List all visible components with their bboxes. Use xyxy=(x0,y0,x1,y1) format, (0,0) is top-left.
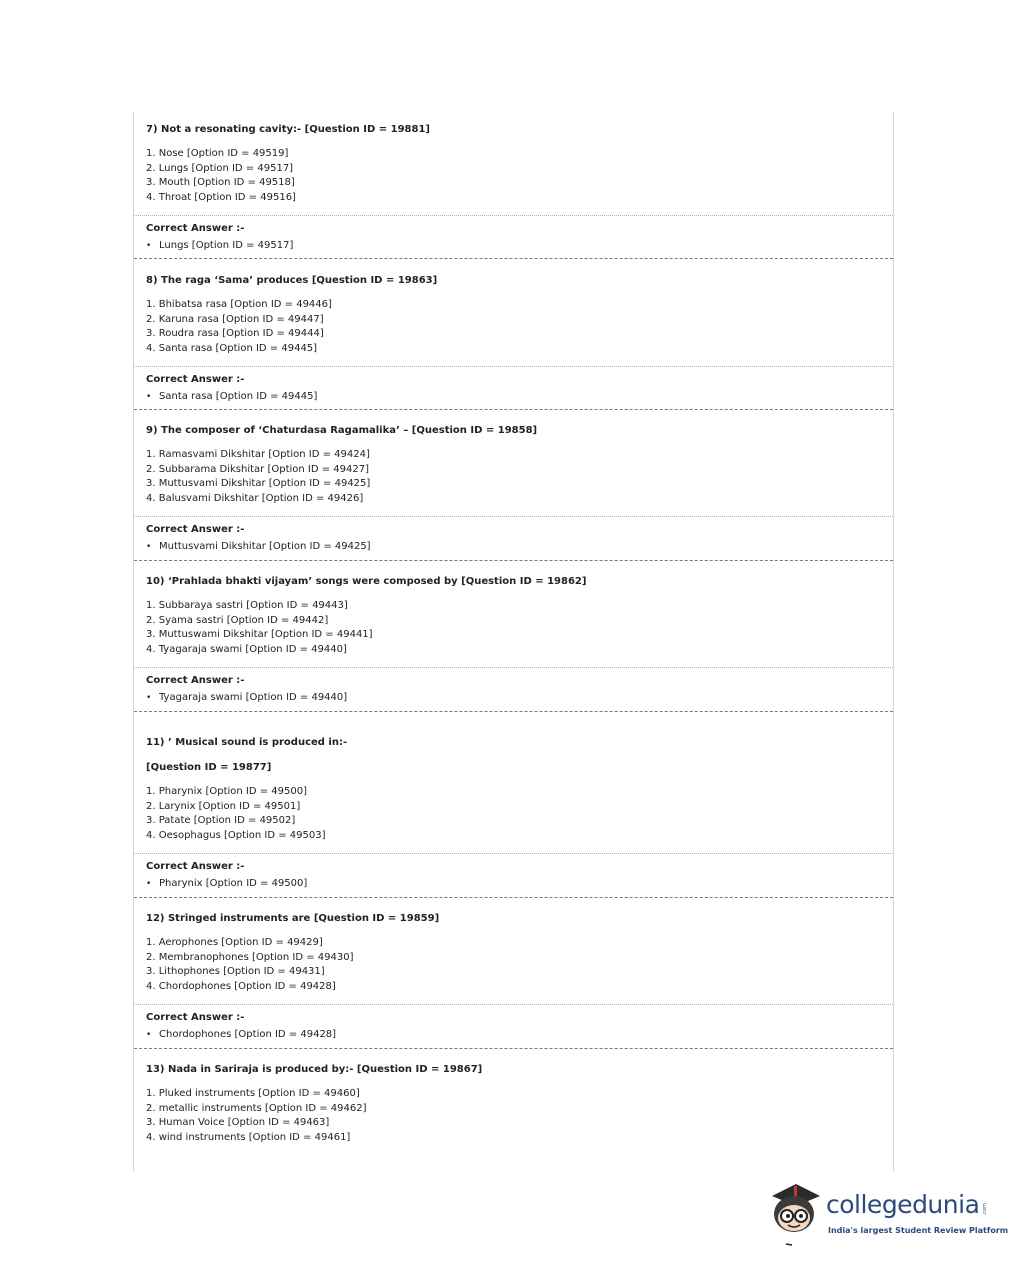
question-title: 13) Nada in Sariraja is produced by:- [Question ID = 19867] xyxy=(146,1064,483,1075)
option-item: 4. Chordophones [Option ID = 49428] xyxy=(146,980,336,992)
bullet-icon: • xyxy=(146,879,152,889)
option-item: 3. Muttuswami Dikshitar [Option ID = 49441] xyxy=(146,629,373,641)
option-item: 2. Lungs [Option ID = 49517] xyxy=(146,162,294,174)
option-item: 2. Karuna rasa [Option ID = 49447] xyxy=(146,313,324,325)
question-block xyxy=(134,274,893,356)
options-list xyxy=(134,147,893,205)
option-item: 4. Santa rasa [Option ID = 49445] xyxy=(146,342,318,354)
brand-name: collegedunia xyxy=(826,1190,980,1219)
brand-tagline: India's largest Student Review Platform xyxy=(828,1226,1009,1235)
question-title: 12) Stringed instruments are [Question ID = 19859] xyxy=(146,913,440,924)
option-item: 1. Pluked instruments [Option ID = 49460] xyxy=(146,1088,360,1099)
options-list xyxy=(134,1087,893,1145)
option-item: 2. Membranophones [Option ID = 49430] xyxy=(146,951,354,963)
question-id: [Question ID = 19877] xyxy=(146,762,272,773)
question-block xyxy=(134,575,893,657)
divider xyxy=(134,258,893,259)
option-item: 2. Syama sastri [Option ID = 49442] xyxy=(146,614,329,626)
option-item: 4. Oesophagus [Option ID = 49503] xyxy=(146,829,326,841)
question-block xyxy=(134,424,893,506)
answer-label: Correct Answer :- xyxy=(146,223,245,234)
option-item: 4. Throat [Option ID = 49516] xyxy=(146,191,296,203)
answer-block xyxy=(134,366,893,405)
answer-label: Correct Answer :- xyxy=(146,524,245,535)
answer-label: Correct Answer :- xyxy=(146,675,245,686)
question-title: 9) The composer of ‘Chaturdasa Ragamalika’ – [Question ID = 19858] xyxy=(146,425,538,436)
option-item: 3. Lithophones [Option ID = 49431] xyxy=(146,966,325,978)
option-item: 1. Ramasvami Dikshitar [Option ID = 49424] xyxy=(146,449,370,460)
options-list xyxy=(134,936,893,994)
option-item: 3. Mouth [Option ID = 49518] xyxy=(146,177,295,189)
answer-text: Muttusvami Dikshitar [Option ID = 49425] xyxy=(159,541,371,552)
option-item: 1. Nose [Option ID = 49519] xyxy=(146,148,289,159)
option-item: 3. Roudra rasa [Option ID = 49444] xyxy=(146,328,324,340)
bullet-icon: • xyxy=(146,1030,152,1040)
answer-text: Santa rasa [Option ID = 49445] xyxy=(159,391,318,402)
divider xyxy=(134,409,893,410)
option-item: 2. Larynix [Option ID = 49501] xyxy=(146,800,301,812)
option-item: 1. Aerophones [Option ID = 49429] xyxy=(146,937,323,948)
brand-domain: .com xyxy=(982,1203,988,1216)
answer-item xyxy=(146,690,881,706)
option-item: 4. wind instruments [Option ID = 49461] xyxy=(146,1131,351,1143)
answer-label: Correct Answer :- xyxy=(146,374,245,385)
option-item: 3. Patate [Option ID = 49502] xyxy=(146,815,296,827)
answer-block xyxy=(134,516,893,555)
question-block xyxy=(134,736,893,843)
divider xyxy=(134,711,893,712)
question-block xyxy=(134,1063,893,1145)
option-item: 4. Tyagaraja swami [Option ID = 49440] xyxy=(146,643,347,655)
options-list xyxy=(134,599,893,657)
answer-label: Correct Answer :- xyxy=(146,861,245,872)
answer-item xyxy=(146,539,881,555)
question-title: 11) ’ Musical sound is produced in:- xyxy=(146,737,348,748)
answer-text: Lungs [Option ID = 49517] xyxy=(159,240,294,251)
answer-block xyxy=(134,667,893,706)
options-list xyxy=(134,785,893,843)
question-title: 8) The raga ‘Sama’ produces [Question ID = 19863] xyxy=(146,275,438,286)
answer-block xyxy=(134,1004,893,1043)
answer-item xyxy=(146,238,881,254)
option-item: 1. Pharynix [Option ID = 49500] xyxy=(146,786,308,797)
bullet-icon: • xyxy=(146,542,152,552)
options-list xyxy=(134,298,893,356)
divider xyxy=(134,897,893,898)
answer-block xyxy=(134,853,893,892)
question-block xyxy=(134,123,893,205)
option-item: 3. Muttusvami Dikshitar [Option ID = 49425] xyxy=(146,478,371,490)
divider xyxy=(134,560,893,561)
question-title: 7) Not a resonating cavity:- [Question ID = 19881] xyxy=(146,124,430,135)
option-item: 1. Bhibatsa rasa [Option ID = 49446] xyxy=(146,299,332,310)
option-item: 3. Human Voice [Option ID = 49463] xyxy=(146,1117,330,1129)
question-sheet xyxy=(133,112,894,1172)
answer-text: Pharynix [Option ID = 49500] xyxy=(159,878,308,889)
answer-text: Chordophones [Option ID = 49428] xyxy=(159,1029,337,1040)
divider xyxy=(134,1048,893,1049)
options-list xyxy=(134,448,893,506)
option-item: 2. Subbarama Dikshitar [Option ID = 49427] xyxy=(146,463,370,475)
bullet-icon: • xyxy=(146,693,152,703)
option-item: 1. Subbaraya sastri [Option ID = 49443] xyxy=(146,600,348,611)
answer-item xyxy=(146,389,881,405)
question-title: 10) ‘Prahlada bhakti vijayam’ songs were composed by [Question ID = 19862] xyxy=(146,576,587,587)
bullet-icon: • xyxy=(146,392,152,402)
bullet-icon: • xyxy=(146,241,152,251)
answer-block xyxy=(134,215,893,254)
answer-item xyxy=(146,876,881,892)
answer-item xyxy=(146,1027,881,1043)
option-item: 2. metallic instruments [Option ID = 49462] xyxy=(146,1102,367,1114)
option-item: 4. Balusvami Dikshitar [Option ID = 49426] xyxy=(146,492,364,504)
answer-label: Correct Answer :- xyxy=(146,1012,245,1023)
answer-text: Tyagaraja swami [Option ID = 49440] xyxy=(159,692,348,703)
question-block xyxy=(134,912,893,994)
